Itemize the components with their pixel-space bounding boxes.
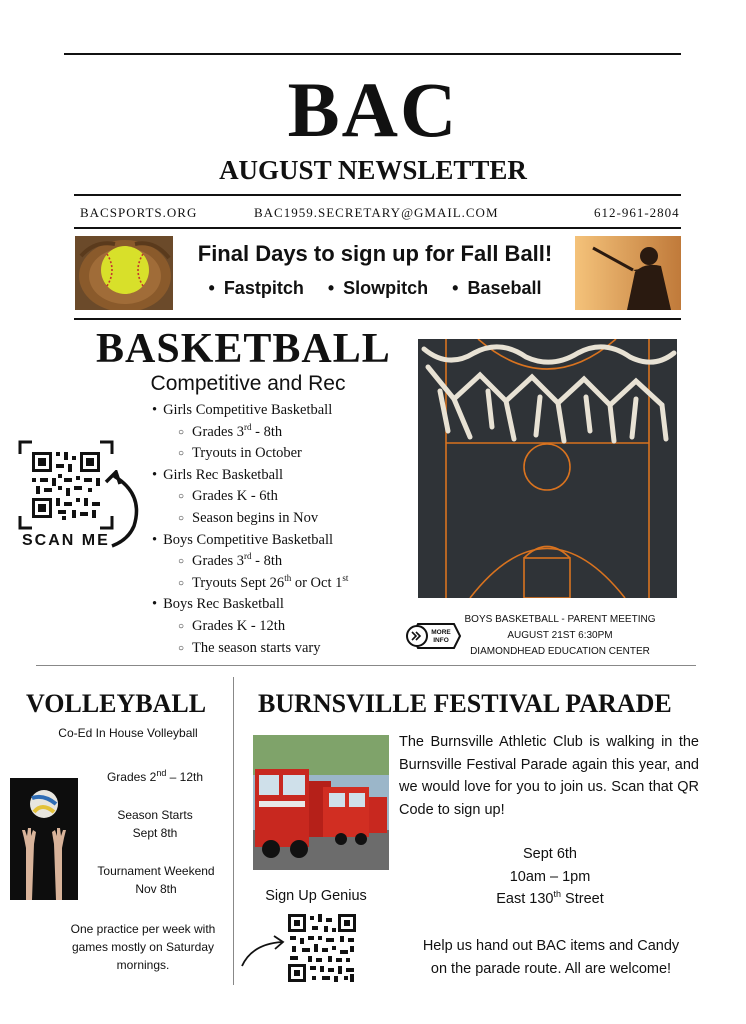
hand-drawn-arrow-icon: [238, 930, 288, 970]
program-detail: ○ Grades 3rd - 8th: [152, 551, 402, 573]
basketball-title: BASKETBALL: [96, 326, 391, 372]
program-detail: ○ Grades 3rd - 8th: [152, 422, 402, 444]
parade-title: BURNSVILLE FESTIVAL PARADE: [258, 689, 672, 718]
phone-number: 612-961-2804: [594, 205, 680, 220]
softball-glove-image: [75, 236, 173, 310]
contact-top-rule: [74, 194, 681, 196]
signup-genius-label: Sign Up Genius: [265, 888, 367, 904]
program-girls-competitive: • Girls Competitive Basketball: [152, 400, 402, 422]
website-link[interactable]: BACSPORTS.ORG: [80, 205, 198, 220]
fall-ball-headline: Final Days to sign up for Fall Ball!: [197, 241, 553, 266]
fall-ball-sports: [176, 276, 574, 300]
baseball-batter-image: [575, 236, 681, 310]
basketball-qr-code[interactable]: [18, 440, 114, 530]
volleyball-hands-image: [10, 778, 78, 900]
parade-location: East 130th Street: [496, 889, 604, 908]
program-detail: ○ Grades K - 12th: [152, 616, 402, 638]
parent-meeting-info: [460, 612, 660, 660]
program-girls-rec: • Girls Rec Basketball: [152, 465, 402, 487]
curved-arrow-icon: [104, 470, 144, 550]
parade-description: The Burnsville Athletic Club is walking in the Burnsville Festival Parade again this year, and we would love for you to join us. Scan that QR Code to sign up!: [399, 734, 699, 818]
parade-help-note: Help us hand out BAC items and Candy on the parade route. All are welcome!: [422, 938, 680, 977]
parade-time: 10am – 1pm: [509, 868, 591, 885]
scan-me-label: SCAN ME: [22, 532, 110, 549]
sport-fastpitch: • Fastpitch: [209, 276, 304, 300]
program-boys-competitive: • Boys Competitive Basketball: [152, 530, 402, 552]
volleyball-subtitle: Co-Ed In House Volleyball: [58, 726, 198, 740]
section-divider: [36, 665, 696, 666]
program-detail: ○ Grades K - 6th: [152, 486, 402, 508]
basketball-court-image: [418, 339, 677, 598]
svg-text:INFO: INFO: [433, 637, 449, 644]
program-detail: ○ Tryouts Sept 26th or Oct 1st: [152, 573, 402, 595]
newsletter-subtitle: AUGUST NEWSLETTER: [219, 155, 527, 185]
volleyball-practice-note: One practice per week with games mostly on Saturday mornings.: [70, 922, 216, 972]
contact-bottom-rule: [74, 227, 681, 229]
fire-trucks-image: [253, 735, 389, 870]
program-detail: ○ Tryouts in October: [152, 443, 402, 465]
sport-slowpitch: • Slowpitch: [328, 276, 428, 300]
program-boys-rec: • Boys Rec Basketball: [152, 594, 402, 616]
basketball-program-list: [152, 400, 402, 659]
svg-text:MORE: MORE: [431, 629, 451, 636]
volleyball-tournament: Tournament Weekend Nov 8th: [97, 864, 215, 896]
volleyball-title: VOLLEYBALL: [26, 689, 207, 718]
program-detail: ○ The season starts vary: [152, 638, 402, 660]
parade-date: Sept 6th: [522, 846, 577, 862]
parade-when: [440, 843, 660, 911]
program-detail: ○ Season begins in Nov: [152, 508, 402, 530]
more-info-badge[interactable]: [404, 622, 462, 650]
email-link[interactable]: BAC1959.SECRETARY@GMAIL.COM: [254, 205, 499, 220]
parade-qr-code[interactable]: [288, 914, 356, 982]
volleyball-season: Season Starts Sept 8th: [117, 808, 193, 840]
banner-bottom-rule: [74, 318, 681, 320]
top-rule: [64, 53, 681, 55]
basketball-subtitle: Competitive and Rec: [150, 372, 346, 395]
meeting-line-1: BOYS BASKETBALL - PARENT MEETING: [464, 614, 656, 625]
volleyball-grades: Grades 2nd – 12th: [106, 768, 204, 784]
meeting-line-3: DIAMONDHEAD EDUCATION CENTER: [470, 646, 650, 657]
sport-baseball: • Baseball: [452, 276, 541, 300]
newsletter-title: BAC: [287, 66, 459, 153]
meeting-line-2: AUGUST 21ST 6:30PM: [507, 630, 613, 641]
